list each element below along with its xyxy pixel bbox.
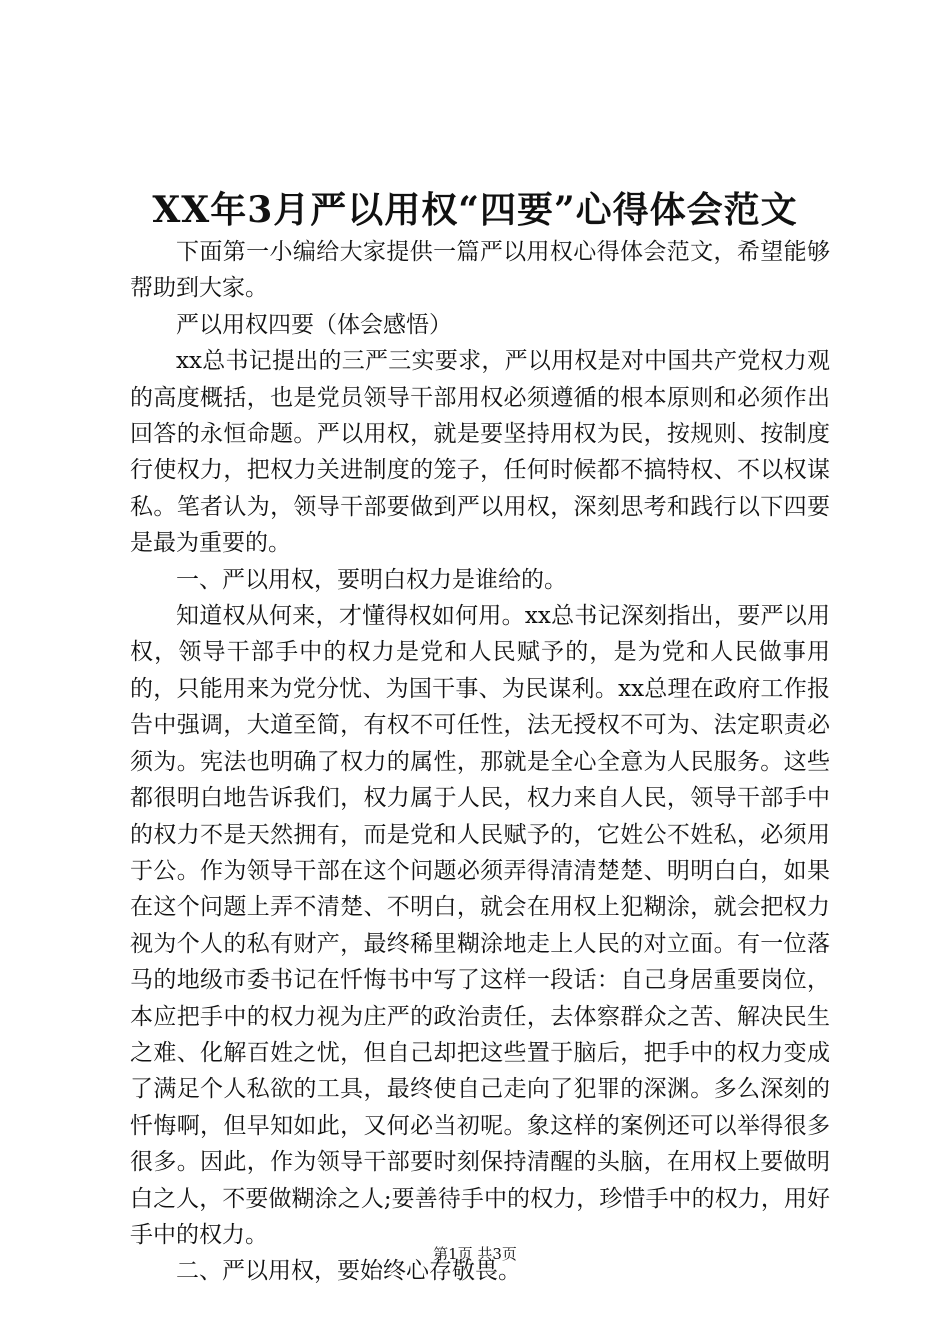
paragraph-section-1: 知道权从何来，才懂得权如何用。xx总书记深刻指出，要严以用权，领导干部手中的权力是党和人民赋予的，是为党和人民做事用的，只能用来为党分忧、为国干事、为民谋利。xx总理在政府工作报告中强调，大道至简，有权不可任性，法无授权不可为、法定职责必须为。宪法也明确了权力的属性，那就是全心全意为人民服务。这些都很明白地告诉我们，权力属于人民，权力来自人民，领导干部手中的权力不是天然拥有，而是党和人民赋予的，它姓公不姓私，必须用于公。作为领导干部在这个问题必须弄得清清楚楚、明明白白，如果在这个问题上弄不清楚、不明白，就会在用权上犯糊涂，就会把权力视为个人的私有财产，最终稀里糊涂地走上人民的对立面。有一位落马的地级市委书记在忏悔书中写了这样一段话：自己身居重要岗位，本应把手中的权力视为庄严的政治责任，去体察群众之苦、解决民生之难、化解百姓之忧，但自己却把这些置于脑后，把手中的权力变成了满足个人私欲的工具，最终使自己走向了犯罪的深渊。多么深刻的忏悔啊，但早知如此，又何必当初呢。象这样的案例还可以举得很多很多。因此，作为领导干部要时刻保持清醒的头脑，在用权上要做明白之人，不要做糊涂之人;要善待手中的权力，珍惜手中的权力，用好手中的权力。 <box>130 603 830 1248</box>
section-heading-1: 一、严以用权，要明白权力是谁给的。 <box>176 566 567 593</box>
document-body <box>130 234 830 1290</box>
document-title: XX年3月严以用权“四要”心得体会范文 <box>152 189 798 231</box>
page-number-footer: 第1页 共3页 <box>433 1245 517 1263</box>
paragraph-overview: xx总书记提出的三严三实要求，严以用权是对中国共产党权力观的高度概括，也是党员领导干部用权必须遵循的根本原则和必须作出回答的永恒命题。严以用权，就是要坚持用权为民，按规则、按制度行使权力，把权力关进制度的笼子，任何时候都不搞特权、不以权谋私。笔者认为，领导干部要做到严以用权，深刻思考和践行以下四要是最为重要的。 <box>130 348 830 557</box>
section-heading-2: 二、严以用权，要始终心存敬畏。 <box>176 1258 521 1285</box>
paragraph-subtitle: 严以用权四要（体会感悟） <box>176 311 452 338</box>
paragraph-intro: 下面第一小编给大家提供一篇严以用权心得体会范文，希望能够帮助到大家。 <box>130 239 830 302</box>
